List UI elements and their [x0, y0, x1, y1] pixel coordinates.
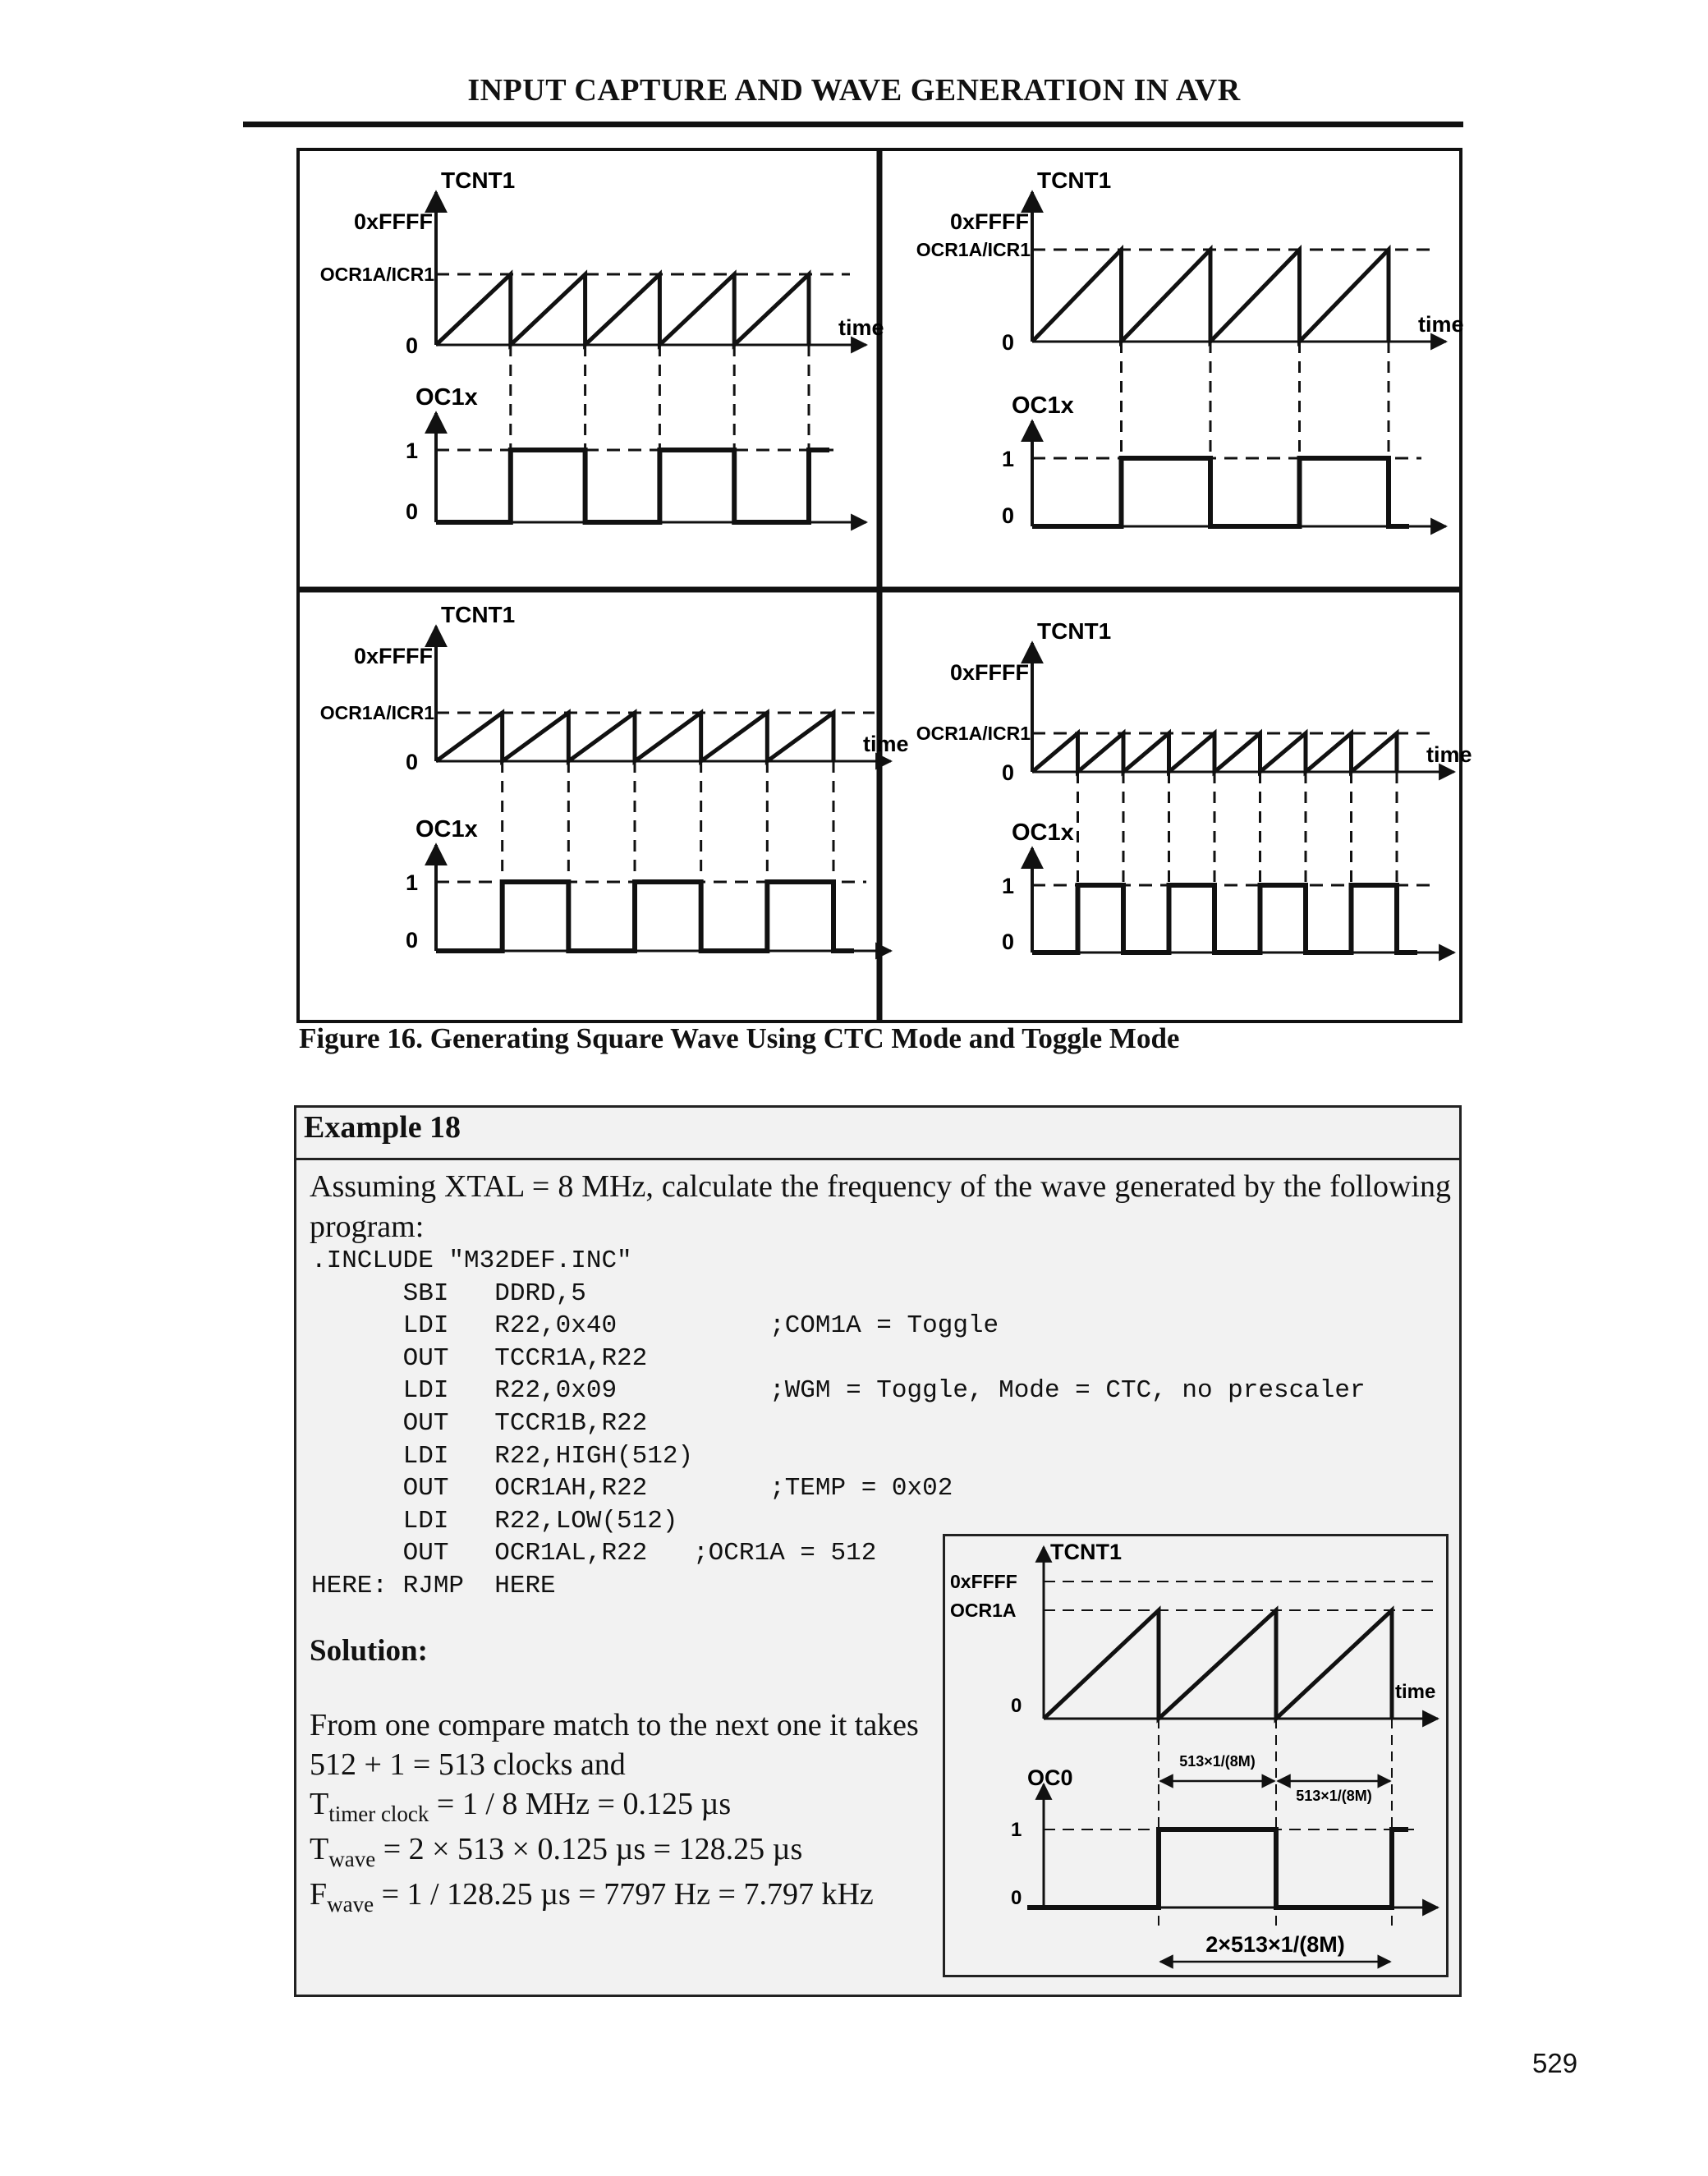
solution-heading: Solution:: [310, 1634, 428, 1668]
time-label: time: [863, 732, 909, 756]
fwave-subscript: wave: [327, 1892, 374, 1917]
page-header-title: INPUT CAPTURE AND WAVE GENERATION IN AVR: [467, 73, 1241, 108]
tcnt-label: TCNT1: [1037, 168, 1112, 193]
compare-value-label: OCR1A/ICR1: [916, 723, 1031, 744]
one-label: 1: [1001, 874, 1014, 898]
code-line: LDI R22,LOW(512): [311, 1506, 678, 1536]
solution-f-wave: [310, 1876, 874, 1917]
timer-formula: = 1 / 8 MHz = 0.125 µs: [429, 1787, 732, 1821]
tcnt-sawtooth: [436, 713, 833, 761]
code-line: LDI R22,0x40 ;COM1A = Toggle: [311, 1311, 999, 1341]
example-timing-diagram: [943, 1534, 1449, 1977]
solution-line-2: 512 + 1 = 513 clocks and: [310, 1747, 626, 1782]
twave-formula: = 2 × 513 × 0.125 µs = 128.25 µs: [375, 1832, 803, 1866]
inset-sawtooth: [1044, 1610, 1392, 1719]
solution-timer-clock: [310, 1786, 732, 1826]
page-number: 529: [1532, 2048, 1578, 2078]
max-value-label: 0xFFFF: [353, 644, 433, 668]
half-period-label-1: 513×1/(8M): [1179, 1753, 1256, 1770]
inset-diagram-canvas: [945, 1536, 1446, 1975]
tcnt-label: TCNT1: [441, 602, 516, 627]
code-line: OUT TCCR1A,R22: [311, 1343, 648, 1373]
code-line: OUT OCR1AL,R22 ;OCR1A = 512: [311, 1539, 877, 1568]
inset-zero-label: 0: [1011, 1695, 1022, 1717]
tcnt-label: TCNT1: [441, 168, 516, 193]
zero-label: 0: [1001, 503, 1014, 528]
compare-value-label: OCR1A/ICR1: [319, 702, 434, 723]
code-line: LDI R22,HIGH(512): [311, 1441, 694, 1471]
compare-value-label: OCR1A/ICR1: [319, 264, 434, 285]
inset-tcnt-label: TCNT1: [1050, 1540, 1122, 1564]
solution-t-wave: [310, 1831, 803, 1871]
inset-oc0-label: OC0: [1027, 1765, 1073, 1790]
oc1x-label: OC1x: [416, 384, 478, 411]
one-label: 1: [1001, 447, 1014, 471]
code-line: .INCLUDE "M32DEF.INC": [311, 1246, 632, 1275]
twave-symbol: T: [310, 1832, 329, 1866]
one-label: 1: [405, 870, 418, 895]
figure-caption: Figure 16. Generating Square Wave Using CTC Mode and Toggle Mode: [299, 1022, 1180, 1054]
zero-label: 0: [405, 499, 418, 524]
inset-oc0-square-wave: [1027, 1829, 1408, 1907]
tcnt-sawtooth: [1032, 733, 1397, 772]
tcnt-label: TCNT1: [1037, 618, 1112, 644]
panel-bottom-right: [916, 618, 1472, 954]
half-period-label-2: 513×1/(8M): [1296, 1788, 1372, 1804]
time-label: time: [1418, 312, 1464, 337]
code-line: HERE: RJMP HERE: [311, 1571, 556, 1600]
max-value-label: 0xFFFF: [949, 209, 1029, 234]
fwave-symbol: F: [310, 1877, 328, 1912]
time-label: time: [838, 315, 884, 340]
code-line: SBI DDRD,5: [311, 1279, 586, 1308]
code-line: OUT OCR1AH,R22 ;TEMP = 0x02: [311, 1474, 953, 1503]
max-value-label: 0xFFFF: [353, 209, 433, 234]
figure-16-timing-diagrams: [296, 148, 1472, 1023]
code-line: OUT TCCR1B,R22: [311, 1408, 648, 1438]
inset-max-label: 0xFFFF: [950, 1571, 1017, 1592]
inset-time-label: time: [1395, 1681, 1436, 1703]
oc1x-square-wave: [436, 882, 854, 951]
oc1x-label: OC1x: [1012, 819, 1074, 846]
panel-top-left: [320, 168, 884, 524]
zero-label: 0: [405, 333, 418, 358]
inset-zero-label-2: 0: [1011, 1887, 1022, 1909]
zero-label: 0: [405, 928, 418, 953]
one-label: 1: [405, 438, 418, 463]
timer-subscript: timer clock: [328, 1802, 429, 1826]
zero-label: 0: [405, 750, 418, 774]
tcnt-sawtooth: [436, 274, 809, 345]
panel-top-right: [916, 168, 1464, 528]
zero-label: 0: [1001, 330, 1014, 355]
oc1x-square-wave: [1032, 458, 1409, 526]
oc1x-label: OC1x: [1012, 393, 1074, 419]
fwave-formula: = 1 / 128.25 µs = 7797 Hz = 7.797 kHz: [374, 1877, 874, 1912]
inset-one-label: 1: [1011, 1819, 1022, 1841]
example-title: Example 18: [296, 1108, 1459, 1160]
inset-compare-label: OCR1A: [950, 1600, 1017, 1621]
panel-bottom-left: [320, 602, 909, 953]
full-period-label: 2×513×1/(8M): [1205, 1932, 1345, 1957]
tcnt-sawtooth: [1032, 250, 1389, 342]
time-label: time: [1426, 742, 1472, 767]
header-rule: [243, 122, 1463, 127]
oc1x-square-wave: [1032, 885, 1417, 953]
timing-diagram-canvas: [300, 151, 1472, 1020]
compare-value-label: OCR1A/ICR1: [916, 239, 1031, 260]
code-line: LDI R22,0x09 ;WGM = Toggle, Mode = CTC, no prescaler: [311, 1376, 1366, 1406]
solution-line-1: From one compare match to the next one it takes: [310, 1708, 919, 1742]
zero-label: 0: [1001, 930, 1014, 954]
zero-label: 0: [1001, 760, 1014, 785]
max-value-label: 0xFFFF: [949, 660, 1029, 685]
twave-subscript: wave: [328, 1847, 376, 1871]
example-intro-text: Assuming XTAL = 8 MHz, calculate the frequency of the wave generated by the following program:: [310, 1169, 1451, 1244]
oc1x-square-wave: [436, 450, 829, 522]
timer-symbol: T: [310, 1787, 329, 1821]
oc1x-label: OC1x: [416, 816, 478, 842]
